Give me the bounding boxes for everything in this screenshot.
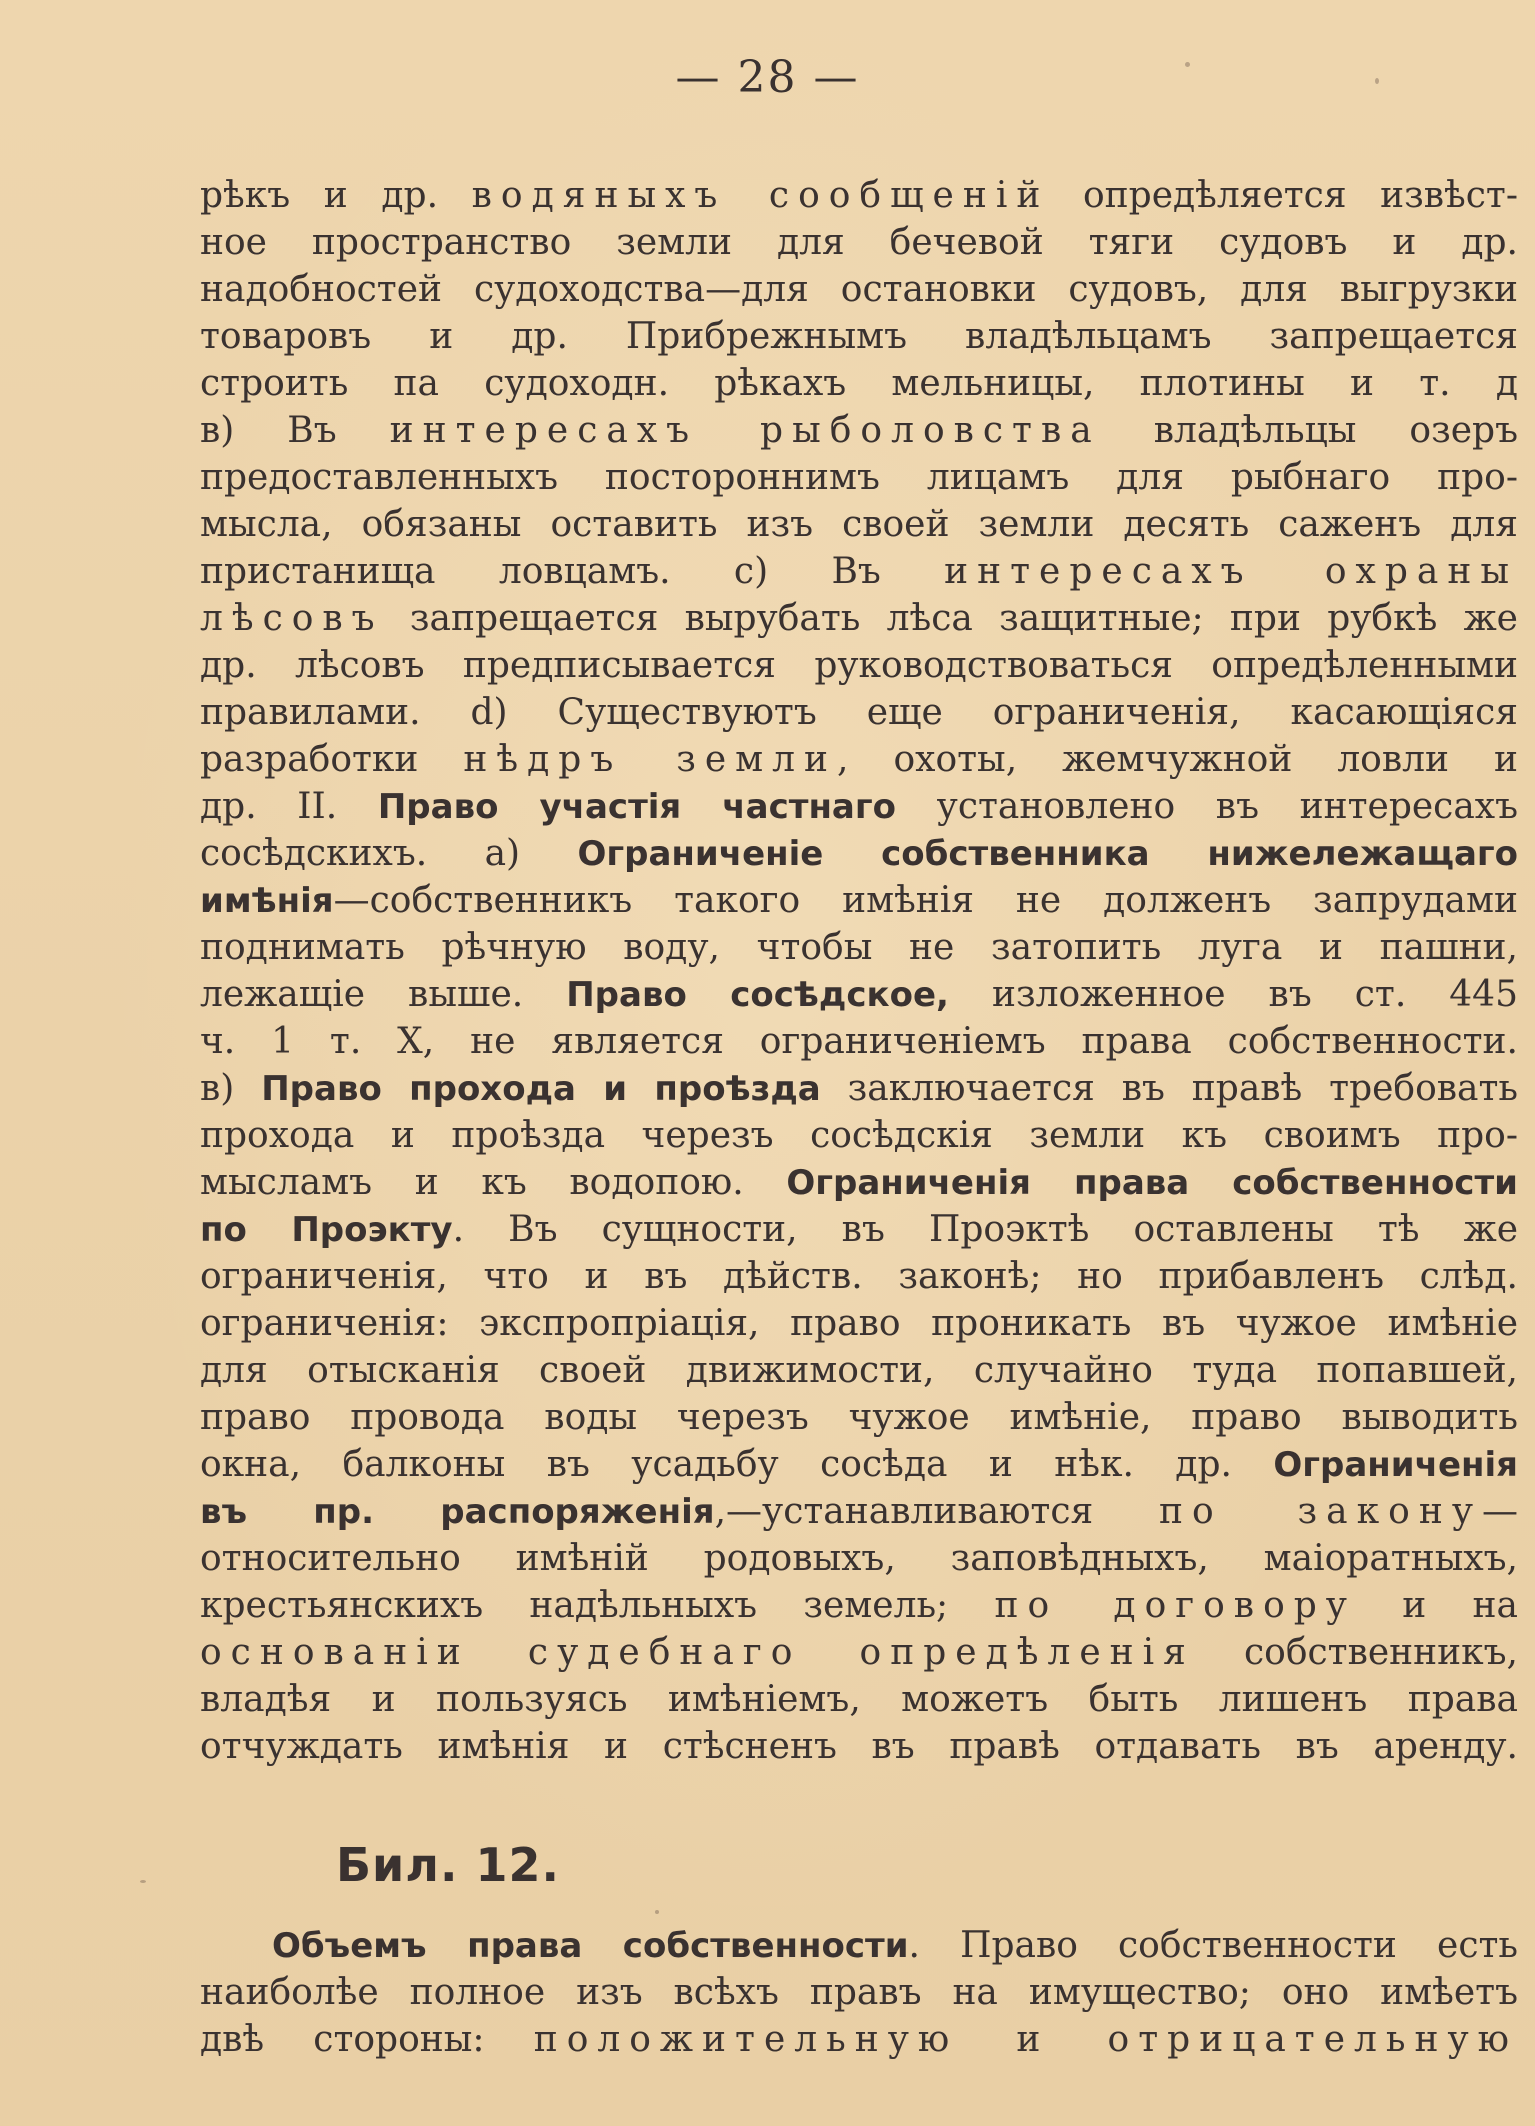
text-line [200, 1300, 1518, 1347]
text-line [200, 689, 1518, 736]
text-line [200, 971, 1518, 1018]
text-line [200, 1535, 1518, 1582]
text-line [200, 501, 1518, 548]
text-line [200, 1629, 1518, 1676]
bold-term: Ограниченія права собственности [786, 1163, 1518, 1203]
text-line [200, 830, 1518, 877]
bold-term: въ пр. распоряженія [200, 1492, 715, 1532]
text-line [200, 642, 1518, 689]
text-segment: владѣя и пользуясь имѣніемъ, можетъ быть лишенъ права [200, 1679, 1518, 1720]
text-segment: ,—устанавливаются [714, 1491, 1160, 1532]
body-paragraph [200, 172, 1518, 1770]
text-segment: строить па судоходн. рѣкахъ мельницы, плотины и т. д [200, 363, 1518, 404]
bold-term: имѣнія [200, 881, 334, 921]
text-line [200, 1969, 1518, 2016]
text-segment: и на [1355, 1585, 1518, 1626]
text-segment: ограниченія: экспропріація, право проникать въ чужое имѣніе [200, 1303, 1518, 1344]
text-segment: ч. 1 т. X, не является ограниченіемъ права собственности. [200, 1021, 1518, 1062]
text-line [200, 172, 1518, 219]
text-segment: мысла, обязаны оставить изъ своей земли десять саженъ для [200, 504, 1518, 545]
text-segment: др. II. [200, 786, 378, 827]
text-line [200, 1018, 1518, 1065]
text-segment: в) Въ [200, 410, 390, 451]
text-segment: др. лѣсовъ предписывается руководствоваться опредѣленными [200, 645, 1518, 686]
text-segment: право провода воды черезъ чужое имѣніе, право выводить [200, 1397, 1518, 1438]
bold-term: Право прохода и проѣзда [261, 1069, 821, 1109]
text-segment: крестьянскихъ надѣльныхъ земель; [200, 1585, 995, 1626]
text-line [200, 595, 1518, 642]
text-line [200, 1723, 1518, 1770]
text-segment: товаровъ и др. Прибрежнымъ владѣльцамъ запрещается [200, 316, 1518, 357]
bold-term: Ограниченія [1273, 1445, 1518, 1485]
page-number: — 28 — [675, 52, 860, 103]
text-segment: заключается въ правѣ требовать [820, 1068, 1518, 1109]
text-line [200, 1922, 1518, 1969]
text-line [200, 1441, 1518, 1488]
text-segment: для отысканія своей движимости, случайно туда попавшей, [200, 1350, 1518, 1391]
spaced-term: по договору [994, 1585, 1356, 1626]
text-segment: надобностей судоходства—для остановки судовъ, для выгрузки [200, 269, 1518, 310]
text-line [200, 1676, 1518, 1723]
text-segment: в) [200, 1068, 262, 1109]
bold-term: Ограниченіе собственника нижележащаго [577, 834, 1518, 874]
paper-speck [655, 1910, 659, 1914]
text-segment: рѣкъ и др. [200, 175, 472, 216]
text-line [200, 1065, 1518, 1112]
spaced-term: лѣсовъ [200, 598, 384, 639]
text-segment: изложенное въ ст. 445 [948, 974, 1518, 1015]
text-segment: установлено въ интересахъ [896, 786, 1518, 827]
text-line [200, 736, 1518, 783]
text-segment: — [1482, 1491, 1518, 1532]
text-line [200, 548, 1518, 595]
spaced-term: интересахъ охраны [944, 551, 1518, 592]
text-line [200, 313, 1518, 360]
spaced-term: по закону [1159, 1491, 1482, 1532]
text-segment: лежащіе выше. [200, 974, 567, 1015]
text-segment: собственникъ, [1194, 1632, 1518, 1673]
text-segment: прохода и проѣзда черезъ сосѣдскія земли къ своимъ про- [200, 1115, 1518, 1156]
text-line [200, 1347, 1518, 1394]
text-line [200, 266, 1518, 313]
text-segment: . Въ сущности, въ Проэктѣ оставлены тѣ же [452, 1209, 1518, 1250]
text-line [200, 454, 1518, 501]
spaced-term: положительную и отрицательную [533, 2019, 1518, 2060]
text-line [200, 1582, 1518, 1629]
text-segment: —собственникъ такого имѣнія не долженъ запрудами [333, 880, 1518, 921]
text-line [200, 219, 1518, 266]
bold-term: Право участія частнаго [377, 787, 897, 827]
text-line [200, 1253, 1518, 1300]
spaced-term: интересахъ рыболовства [389, 410, 1101, 451]
text-segment: ограниченія, что и въ дѣйств. законѣ; но прибавленъ слѣд. [200, 1256, 1518, 1297]
text-line [200, 1394, 1518, 1441]
text-segment: опредѣляется извѣст- [1049, 175, 1518, 216]
paper-speck [140, 1880, 146, 1883]
text-segment: правилами. d) Существуютъ еще ограниченія, касающіяся [200, 692, 1518, 733]
text-line [200, 2016, 1518, 2063]
text-segment: наиболѣе полное изъ всѣхъ правъ на имущество; оно имѣетъ [200, 1972, 1518, 2013]
text-segment: пристанища ловцамъ. с) Въ [200, 551, 945, 592]
text-line [200, 783, 1518, 830]
text-segment: относительно имѣній родовыхъ, заповѣдныхъ, маіоратныхъ, [200, 1538, 1518, 1579]
bold-term: Право сосѣдское, [566, 975, 949, 1015]
text-line [200, 1112, 1518, 1159]
text-segment: предоставленныхъ постороннимъ лицамъ для рыбнаго про- [200, 457, 1518, 498]
text-segment: мысламъ и къ водопою. [200, 1162, 787, 1203]
text-line [200, 1159, 1518, 1206]
text-line [200, 360, 1518, 407]
text-segment: разработки [200, 739, 464, 780]
text-line [200, 1488, 1518, 1535]
text-line [200, 877, 1518, 924]
paper-speck [1185, 62, 1190, 67]
spaced-term: основаніи судебнаго опредѣленія [200, 1632, 1195, 1673]
second-paragraph [200, 1922, 1518, 2063]
text-segment: двѣ стороны: [200, 2019, 534, 2060]
text-segment: сосѣдскихъ. а) [200, 833, 578, 874]
bold-term: по Проэкту [200, 1210, 453, 1250]
paper-speck [1375, 78, 1379, 84]
text-segment: окна, балконы въ усадьбу сосѣда и нѣк. др. [200, 1444, 1274, 1485]
ticket-heading: Бил. 12. [336, 1838, 560, 1892]
text-segment: . Право собственности есть [908, 1925, 1518, 1966]
spaced-term: нѣдръ земли [463, 739, 838, 780]
text-segment: поднимать рѣчную воду, чтобы не затопить луга и пашни, [200, 927, 1518, 968]
text-segment: владѣльцы озеръ [1100, 410, 1518, 451]
text-segment: , охоты, жемчужной ловли и [837, 739, 1518, 780]
text-segment: отчуждать имѣнія и стѣсненъ въ правѣ отдавать въ аренду. [200, 1726, 1518, 1767]
spaced-term: водяныхъ сообщеній [471, 175, 1050, 216]
text-line [200, 924, 1518, 971]
text-line [200, 407, 1518, 454]
text-segment: запрещается вырубать лѣса защитные; при рубкѣ же [383, 598, 1518, 639]
text-line [200, 1206, 1518, 1253]
text-segment: ное пространство земли для бечевой тяги судовъ и др. [200, 222, 1518, 263]
bold-term: Объемъ права собственности [272, 1926, 909, 1966]
